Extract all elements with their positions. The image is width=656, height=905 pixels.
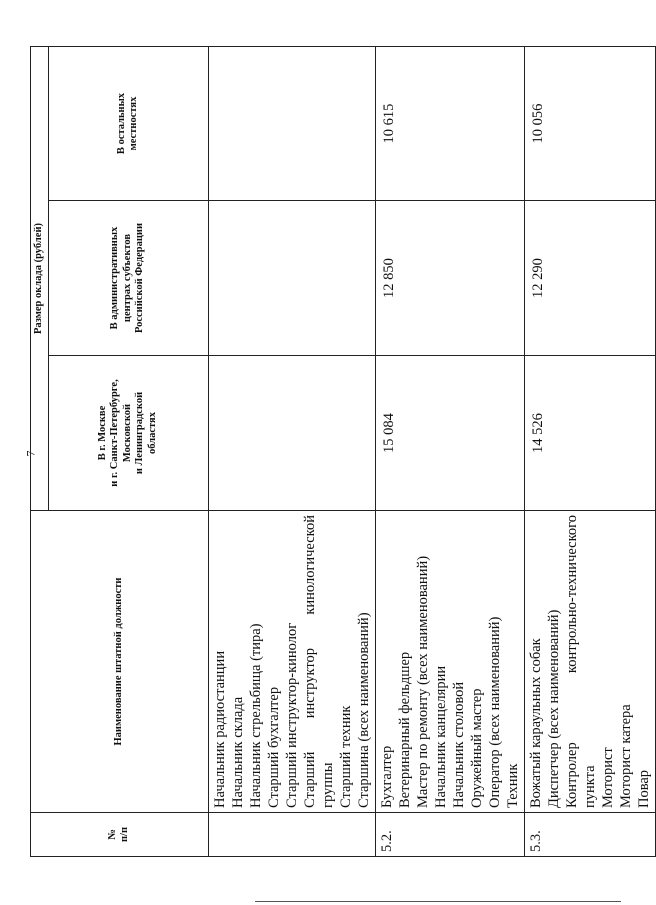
position-item: Старший техник <box>337 705 354 808</box>
position-item: Оператор (всех наименований) <box>486 616 503 808</box>
position-item: Старший инструктор кинологической <box>301 515 318 808</box>
position-item: Начальник склада <box>229 696 246 808</box>
page-number: 7 <box>23 450 38 457</box>
salary-moscow: 14 526 <box>524 356 655 511</box>
salary-other: 10 615 <box>375 47 524 201</box>
position-item: Техник <box>504 763 521 808</box>
position-item: Бухгалтер <box>378 745 395 808</box>
position-item: Начальник канцелярии <box>432 665 449 808</box>
position-list <box>524 511 655 813</box>
position-item: Оружейный мастер <box>468 688 485 808</box>
position-item: Моторист <box>599 747 616 808</box>
position-item: Начальник стрельбища (тира) <box>247 623 264 808</box>
salary-table <box>30 46 656 857</box>
header-salary-group: Размер оклада (рублей) <box>31 47 49 511</box>
header-number: № п/п <box>31 813 209 857</box>
page-bottom-rule <box>255 901 621 902</box>
salary-other: 10 056 <box>524 47 655 201</box>
position-list <box>208 511 375 813</box>
table-row <box>524 47 655 857</box>
position-item: Ветеринарный фельдшер <box>396 651 413 808</box>
position-item: Повар <box>635 769 652 808</box>
salary-admin <box>208 201 375 356</box>
salary-moscow: 15 084 <box>375 356 524 511</box>
header-moscow: В г. Москве и г. Санкт-Петербурге, Московской и Ленинградской областях <box>48 356 208 511</box>
header-admin-centers: В административных центрах субъектов Российской Федерации <box>48 201 208 356</box>
salary-other <box>208 47 375 201</box>
salary-admin: 12 290 <box>524 201 655 356</box>
row-number: 5.3. <box>524 813 655 857</box>
position-item: группы <box>319 762 336 808</box>
header-other-areas: В остальных местностях <box>48 47 208 201</box>
rotated-table-container <box>30 47 652 857</box>
position-item: Старший бухгалтер <box>265 686 282 808</box>
position-item: Моторист катера <box>617 704 634 808</box>
header-position-name: Наименование штатной должности <box>31 511 209 813</box>
position-item: Старший инструктор-кинолог <box>283 622 300 808</box>
table-row <box>208 47 375 857</box>
row-number: 5.2. <box>375 813 524 857</box>
position-item: Вожатый караульных собак <box>527 638 544 808</box>
position-item: Начальник столовой <box>450 681 467 808</box>
row-number <box>208 813 375 857</box>
salary-admin: 12 850 <box>375 201 524 356</box>
table-row <box>375 47 524 857</box>
position-item: Начальник радиостанции <box>211 650 228 808</box>
position-item: Мастер по ремонту (всех наименований) <box>414 555 431 808</box>
position-item: Диспетчер (всех наименований) <box>545 609 562 808</box>
position-list <box>375 511 524 813</box>
position-item: Контролер контрольно-технического <box>563 515 580 808</box>
position-item: Старшина (всех наименований) <box>355 612 372 808</box>
salary-moscow <box>208 356 375 511</box>
position-item: пункта <box>581 765 598 808</box>
